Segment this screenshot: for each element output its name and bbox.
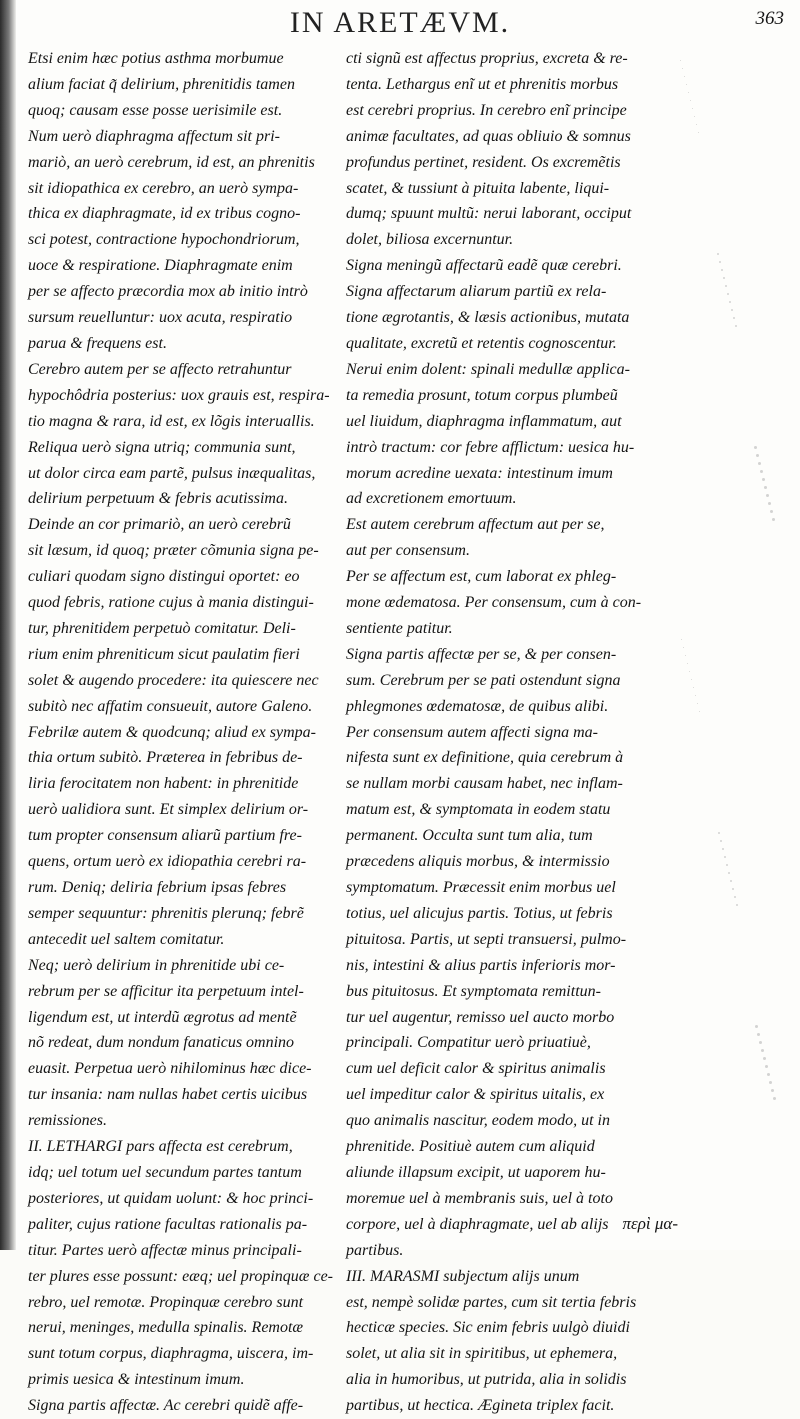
paper-speck [763, 1057, 766, 1060]
paper-speck [717, 253, 719, 255]
text-line: profundus pertinet, resident. Os excremẽtis [346, 153, 621, 171]
paper-speck [736, 904, 738, 906]
text-line: morum acredine uexata: intestinum imum [346, 464, 613, 482]
paper-speck [727, 293, 729, 295]
paper-speck [692, 108, 693, 109]
text-line: est, nempè solidæ partes, cum sit tertia febris [346, 1293, 637, 1311]
text-line: Signa partis affectæ per se, & per consen- [346, 645, 617, 663]
text-line: subitò nec affatim consueuit, autore Galeno. [28, 697, 313, 715]
text-line: uoce & respiratione. Diaphragmate enim [28, 257, 293, 275]
text-line: cti signũ est affectus proprius, excreta & re- [346, 50, 628, 67]
paper-speck [731, 309, 733, 311]
text-line: aliunde illapsum excipit, ut uaporem hu- [346, 1163, 606, 1181]
paper-speck [758, 462, 761, 465]
paper-speck [733, 317, 735, 319]
text-line: quens, ortum uerò ex idiopathia cerebri ra- [28, 853, 307, 871]
paper-speck [726, 864, 728, 866]
text-line: Neq; uerò delirium in phrenitide ubi ce- [28, 956, 285, 974]
text-line: tur, phrenitidem perpetuò comitatur. Deli- [28, 619, 296, 637]
text-line: Deinde an cor primariò, an uerò cerebrũ [28, 516, 291, 534]
text-line: II. LETHARGI pars affecta est cerebrum, [28, 1138, 293, 1156]
text-line: sum. Cerebrum per se pati ostendunt signa [346, 671, 621, 689]
binding-gutter-shadow [0, 0, 16, 1250]
paper-speck [773, 1097, 776, 1100]
paper-speck [690, 100, 691, 101]
text-line: sursum reuelluntur: uox acuta, respiratio [28, 309, 293, 327]
text-line: alia in humoribus, ut putrida, alia in solidis [346, 1371, 627, 1389]
paper-speck [725, 285, 727, 287]
paper-speck [688, 92, 689, 93]
paper-speck [681, 639, 682, 640]
text-line: per se affecto præcordia mox ab initio intrò [28, 283, 308, 301]
text-line: III. MARASMI subjectum alijs unum [346, 1267, 580, 1285]
paper-speck [730, 880, 732, 882]
text-line: ter plures esse possunt: eæq; uel propinquæ ce- [28, 1267, 333, 1285]
text-line: ad excretionem emortuum. [346, 490, 517, 508]
text-line: se nullam morbi causam habet, nec inflam- [346, 775, 623, 793]
left-text-column [28, 46, 338, 1419]
paper-speck [718, 832, 720, 834]
paper-speck [729, 301, 731, 303]
text-line: sunt totum corpus, diaphragma, uiscera, im- [28, 1345, 314, 1363]
paper-speck [684, 76, 685, 77]
running-head: IN ARETÆVM. [289, 6, 511, 39]
text-line: tenta. Lethargus enĩ ut et phrenitis morbus [346, 75, 619, 93]
text-line: sit idiopathica ex cerebro, an uerò sympa- [28, 179, 299, 197]
paper-speck [772, 518, 775, 521]
text-line: Est autem cerebrum affectum aut per se, [346, 516, 605, 534]
paper-speck [697, 703, 698, 704]
text-line: Signa partis affectæ. Ac cerebri quidẽ affe- [28, 1397, 304, 1415]
text-line: quod febris, ratione cujus à mania distingui- [28, 594, 314, 612]
text-line: titur. Partes uerò affectæ minus principali- [28, 1241, 302, 1259]
text-line: liria ferocitatem non habent: in phrenitide [28, 775, 299, 793]
text-line: posteriores, ut quidam uolunt: & hoc princi- [28, 1189, 314, 1207]
paper-speck [754, 446, 757, 449]
text-line: Per consensum autem affecti signa ma- [346, 723, 598, 741]
text-line: tur uel augentur, remisso uel aucto morbo [346, 1008, 615, 1026]
text-line: quoq; causam esse posse uerisimile est. [28, 101, 283, 119]
text-line: delirium perpetuum & febris acutissima. [28, 490, 288, 508]
paper-speck [769, 1081, 772, 1084]
text-line: Nerui enim dolent: spinali medullæ applica- [346, 360, 630, 378]
text-line: tio magna & rara, id est, ex lõgis interuallis. [28, 412, 315, 430]
text-line: nifesta sunt ex definitione, quia cerebrum à [346, 749, 624, 767]
text-line: Etsi enim hæc potius asthma morbumue [28, 50, 284, 67]
text-line: Signa affectarum aliarum partiũ ex rela- [346, 283, 607, 301]
text-line: ta remedia prosunt, totum corpus plumbeũ [346, 386, 618, 404]
paper-speck [724, 856, 726, 858]
text-line: Num uerò diaphragma affectum sit pri- [28, 127, 280, 145]
text-line: matum est, & symptomata in eodem statu [346, 801, 611, 819]
text-line: semper sequuntur: phrenitis plerunq; febrẽ [28, 904, 304, 922]
paper-speck [765, 1065, 768, 1068]
text-line: Signa meningũ affectarũ eadẽ quæ cerebri. [346, 257, 622, 275]
paper-speck [696, 124, 697, 125]
paper-speck [760, 470, 763, 473]
text-line: uel liuidum, diaphragma inflammatum, aut [346, 412, 622, 430]
text-line: animæ facultates, ad quas obliuio & somnus [346, 127, 631, 145]
paper-speck [759, 1041, 762, 1044]
text-line: nerui, meninges, medulla spinalis. Remotæ [28, 1319, 304, 1337]
paper-speck [685, 655, 686, 656]
text-line: Cerebro autem per se affecto retrahuntur [28, 360, 292, 378]
text-line: hecticæ species. Sic enim febris uulgò diuidi [346, 1319, 630, 1337]
paper-speck [757, 1033, 760, 1036]
text-line: est cerebri proprius. In cerebro enĩ principe [346, 101, 627, 119]
text-line: thica ex diaphragmate, id ex tribus cogno- [28, 205, 301, 223]
right-text-column [346, 46, 670, 1419]
text-line: ut dolor circa eam partẽ, pulsus inæqualitas, [28, 464, 316, 482]
paper-speck [694, 116, 695, 117]
text-line: permanent. Occulta sunt tum alia, tum [346, 827, 593, 845]
text-line: sentiente patitur. [346, 619, 453, 637]
text-line: principali. Compatitur uerò priuatiuè, [346, 1034, 591, 1052]
paper-speck [770, 510, 773, 513]
paper-speck [734, 896, 736, 898]
paper-speck [756, 454, 759, 457]
paper-speck [689, 671, 690, 672]
text-line: nis, intestini & alius partis inferioris mor- [346, 956, 616, 974]
text-line: uerò ualidiora sunt. Et simplex delirium or- [28, 801, 309, 819]
text-line: rebrum per se afficitur ita perpetuum intel- [28, 982, 304, 1000]
paper-speck [735, 325, 737, 327]
text-line: dumq; spuunt multũ: nerui laborant, occiput [346, 205, 632, 223]
text-line: culiari quodam signo distingui oportet: eo [28, 568, 300, 586]
text-line: ligendum est, ut interdũ ægrotus ad mentẽ [28, 1008, 297, 1026]
text-line: alium faciat q̃ delirium, phrenitidis tamen [28, 75, 295, 93]
text-line: mariò, an uerò cerebrum, id est, an phrenitis [28, 153, 315, 171]
paper-speck [687, 663, 688, 664]
text-line: præcedens aliquis morbus, & intermissio [346, 853, 610, 871]
text-line: sit læsum, id quoq; præter cõmunia signa pe- [28, 542, 319, 560]
text-line: antecedit uel saltem comitatur. [28, 930, 225, 948]
paper-speck [691, 679, 692, 680]
text-line: tione ægrotantis, & læsis actionibus, mutata [346, 309, 630, 327]
text-line: euasit. Perpetua uerò nihilominus hæc dice- [28, 1060, 312, 1078]
paper-speck [766, 494, 769, 497]
text-line: symptomatum. Præcessit enim morbus uel [346, 879, 616, 896]
paper-speck [683, 647, 684, 648]
text-line: partibus. [346, 1241, 404, 1259]
paper-speck [723, 277, 725, 279]
text-line: partibus, ut hectica. Ægineta triplex facit. [346, 1397, 615, 1415]
text-line: idq; uel totum uel secundum partes tantum [28, 1163, 302, 1181]
text-line: remissiones. [28, 1112, 107, 1130]
text-line: pituitosa. Partis, ut septi transuersi, pulmo- [346, 930, 627, 948]
text-line: hypochôdria posterius: uox grauis est, respira- [28, 386, 330, 404]
text-line: aut per consensum. [346, 542, 470, 560]
paper-speck [693, 687, 694, 688]
paper-speck [722, 848, 724, 850]
text-line: thia ortum subitò. Præterea in febribus de- [28, 749, 303, 767]
paper-speck [698, 132, 699, 133]
paper-speck [764, 486, 767, 489]
text-line: Febrilæ autem & quodcunq; aliud ex sympa- [28, 723, 316, 741]
paper-speck [755, 1025, 758, 1028]
text-line: rebro, uel remotæ. Propinquæ cerebro sunt [28, 1293, 304, 1311]
text-line: mone œdematosa. Per consensum, cum à con- [346, 594, 642, 612]
text-line: uel impeditur calor & spiritus uitalis, ex [346, 1086, 605, 1104]
paper-speck [762, 478, 765, 481]
text-line: parua & frequens est. [28, 334, 167, 352]
paper-speck [720, 840, 722, 842]
paper-speck [771, 1089, 774, 1092]
paper-speck [719, 261, 721, 263]
page-number: 363 [755, 8, 784, 29]
paper-speck [721, 269, 723, 271]
paper-speck [682, 68, 683, 69]
text-line: rium enim phreniticum sicut paulatim fieri [28, 645, 300, 663]
paper-speck [761, 1049, 764, 1052]
text-line: phrenitide. Positiuè autem cum aliquid [346, 1138, 595, 1156]
paper-speck [680, 60, 681, 61]
text-line: solet & augendo procedere: ita quiescere nec [28, 671, 319, 689]
text-line: sci potest, contractione hypochondriorum, [28, 231, 300, 249]
paper-speck [732, 888, 734, 890]
text-line: rum. Deniq; deliria febrium ipsas febres [28, 879, 287, 896]
paper-speck [699, 711, 700, 712]
text-line: solet, ut alia sit in spiritibus, ut ephemera, [346, 1345, 618, 1363]
text-line: Reliqua uerò signa utriq; communia sunt, [28, 438, 296, 456]
paper-speck [695, 695, 696, 696]
paper-speck [768, 502, 771, 505]
paper-speck [686, 84, 687, 85]
text-line: intrò tractum: cor febre afflictum: uesica hu- [346, 438, 635, 456]
text-line: qualitate, excretũ et retentis cognoscentur. [346, 334, 617, 352]
text-line: quo animalis nascitur, eodem modo, ut in [346, 1112, 610, 1130]
text-line: Per se affectum est, cum laborat ex phleg- [346, 568, 617, 586]
text-line: corpore, uel à diaphragmate, uel ab alijs [346, 1215, 609, 1233]
text-line: bus pituitosus. Et symptomata remittun- [346, 982, 601, 1000]
paper-speck [728, 872, 730, 874]
paper-speck [767, 1073, 770, 1076]
text-line: primis uesica & intestinum imum. [28, 1371, 245, 1389]
text-line: phlegmones œdematosæ, de quibus alibi. [346, 697, 609, 715]
text-line: dolet, biliosa excernuntur. [346, 231, 514, 249]
text-line: totius, uel alicujus partis. Totius, ut febris [346, 904, 613, 922]
text-line: nõ redeat, dum nondum fanaticus omnino [28, 1034, 295, 1052]
text-line: tum propter consensum aliarũ partium fre- [28, 827, 302, 845]
catchword: περὶ μα- [622, 1214, 678, 1233]
text-line: cum uel deficit calor & spiritus animalis [346, 1060, 606, 1078]
text-line: scatet, & tussiunt à pituita labente, liqui- [346, 179, 610, 197]
text-line: moremue uel à membranis suis, uel à toto [346, 1189, 613, 1207]
text-line: tur insania: nam nullas habet certis uicibus [28, 1086, 308, 1104]
text-line: paliter, cujus ratione facultas rationalis pa- [28, 1215, 308, 1233]
